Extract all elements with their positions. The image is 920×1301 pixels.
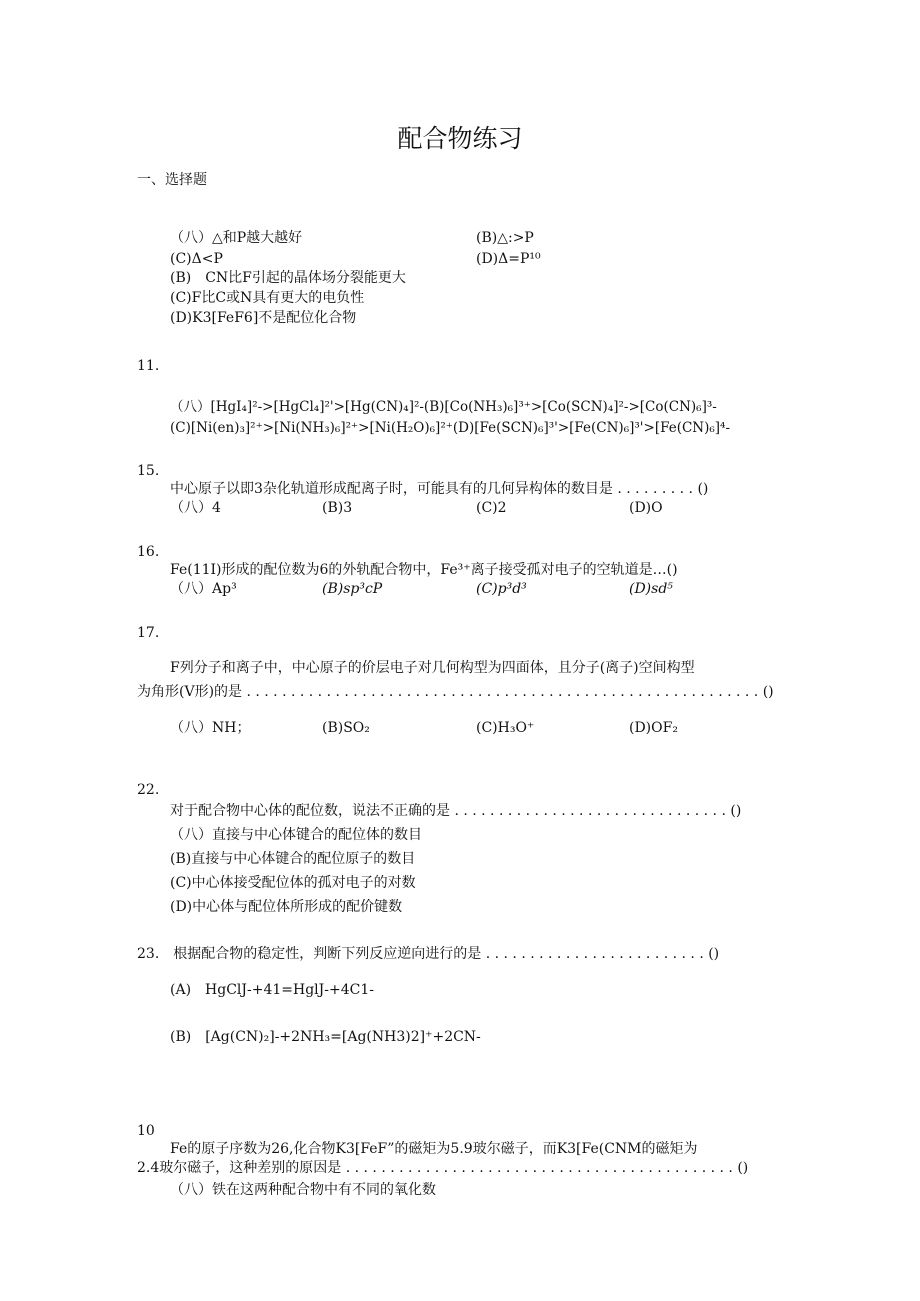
option-a: （八）Ap³ (170, 581, 237, 597)
question-number: 16. (137, 544, 160, 560)
question-stem: F列分子和离子中，中心原子的价层电子对几何构型为四面体，且分子(离子)空间构型 (170, 660, 695, 676)
option-c: (C)2 (476, 500, 507, 516)
option-b: (B)△:>P (476, 230, 534, 246)
option-a: (A) HgClJ-+41=HglJ-+4C1- (170, 982, 374, 998)
option-a: （八）4 (170, 500, 221, 516)
option-b: (B)SO₂ (322, 720, 370, 736)
option-line: (C)F比C或N具有更大的电负性 (170, 290, 365, 306)
option-a: （八）铁在这两种配合物中有不同的氧化数 (170, 1182, 436, 1198)
question-stem: Fe的原子序数为26,化合物K3[FeF”的磁矩为5.9玻尔磁子，而K3[Fe(CNM的磁矩为 (170, 1141, 698, 1157)
option-d: (D)Δ=P¹⁰ (476, 251, 541, 267)
option-d: (D)OF₂ (629, 720, 678, 736)
option-b: (B)sp³cP (322, 581, 383, 597)
question-stem: Fe(11I)形成的配位数为6的外轨配合物中，Fe³⁺离子接受孤对电子的空轨道是…() (170, 562, 678, 578)
question-number: 15. (137, 463, 160, 479)
question-number: 11. (137, 358, 160, 374)
question-number: 22. (137, 782, 160, 798)
question-number: 17. (137, 625, 160, 641)
section-heading: 一、选择题 (137, 172, 207, 188)
option-line: (B) CN比F引起的晶体场分裂能更大 (170, 270, 406, 286)
question-stem: 中心原子以即3杂化轨道形成配离子时，可能具有的几何异构体的数目是 . . . . . . . . . () (170, 481, 709, 497)
option-c: (C)H₃O⁺ (476, 720, 535, 736)
option-d: (D)sd⁵ (629, 581, 673, 597)
question-number: 10 (137, 1123, 155, 1139)
question-stem: 对于配合物中心体的配位数，说法不正确的是 . . . . . . . . . . . . . . . . . . . . . . . . . . . . . . . () (170, 803, 742, 819)
page-title: 配合物练习 (397, 124, 523, 153)
option-d: (D)中心体与配位体所形成的配价键数 (170, 899, 403, 915)
option-line: （八）[HgI₄]²->[HgCl₄]²'>[Hg(CN)₄]²-(B)[Co(NH₃)₆]³⁺>[Co(SCN)₄]²->[Co(CN)₆]³- (170, 399, 717, 415)
option-a: （八）直接与中心体键合的配位体的数目 (170, 827, 422, 843)
option-d: (D)O (629, 500, 663, 516)
option-c: (C)p³d³ (476, 581, 527, 597)
question-stem: 2.4玻尔磁子，这种差别的原因是 . . . . . . . . . . . . . . . . . . . . . . . . . . . . . . . . . . . . . . . . . . . . () (137, 1160, 749, 1176)
option-line: (D)K3[FeF6]不是配位化合物 (170, 310, 357, 326)
option-c: (C)Δ<P (170, 251, 223, 267)
option-a: （八）△和P越大越好 (170, 230, 303, 246)
option-a: （八）NH； (170, 720, 251, 736)
question-stem: 23. 根据配合物的稳定性，判断下列反应逆向进行的是 . . . . . . . . . . . . . . . . . . . . . . . . . () (137, 946, 720, 962)
option-b: (B)直接与中心体键合的配位原子的数目 (170, 851, 416, 867)
option-c: (C)中心体接受配位体的孤对电子的对数 (170, 875, 416, 891)
option-line: (C)[Ni(en)₃]²⁺>[Ni(NH₃)₆]²⁺>[Ni(H₂O)₆]²⁺(D)[Fe(SCN)₆]³'>[Fe(CN)₆]³'>[Fe(CN)₆]⁴- (170, 420, 731, 436)
question-stem: 为角形(V形)的是 . . . . . . . . . . . . . . . . . . . . . . . . . . . . . . . . . . . . . . . . . . . . . . . . . . . . . . . . . . () (137, 684, 774, 700)
option-b: (B)3 (322, 500, 353, 516)
option-b: (B) [Ag(CN)₂]-+2NH₃=[Ag(NH3)2]⁺+2CN- (170, 1029, 481, 1045)
